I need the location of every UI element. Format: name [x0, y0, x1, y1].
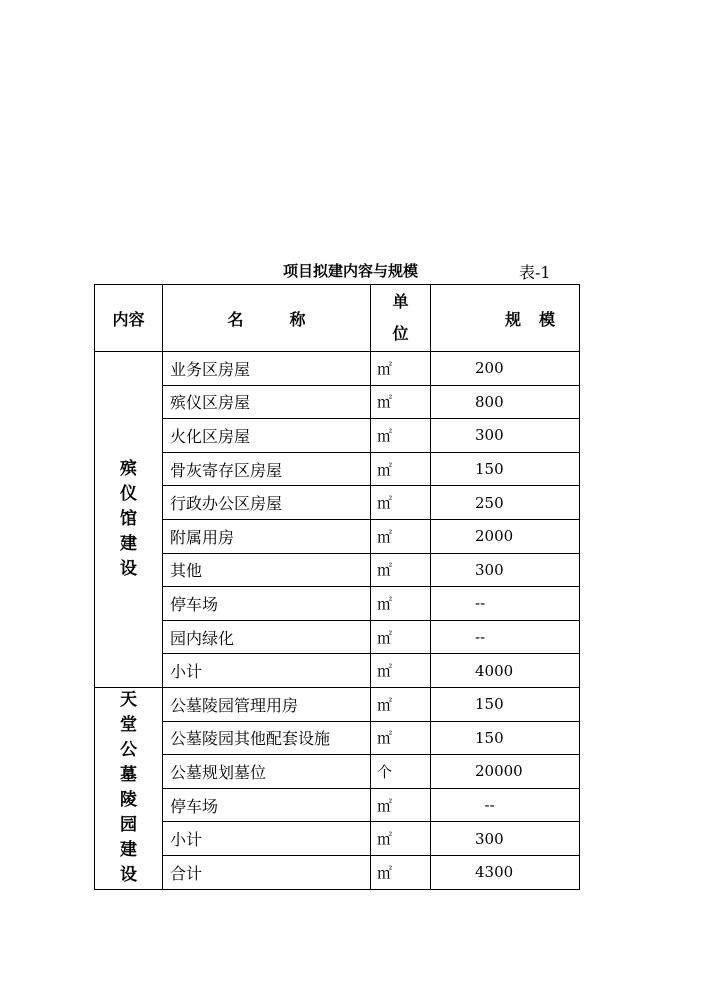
table-row — [95, 452, 580, 486]
header-scale-char-1: 规 — [505, 309, 522, 329]
header-scale-char-2: 模 — [539, 309, 556, 329]
group-label-char: 仪 — [120, 483, 137, 504]
item-scale: 300 — [431, 553, 580, 587]
group-label-char: 陵 — [120, 790, 137, 811]
item-unit: ㎡ — [371, 587, 431, 621]
project-scale-table — [94, 284, 580, 890]
item-unit: ㎡ — [371, 352, 431, 386]
item-scale: 4300 — [431, 855, 580, 889]
table-body — [95, 352, 580, 890]
item-scale: -- — [431, 587, 580, 621]
table-row — [95, 587, 580, 621]
item-unit: ㎡ — [371, 654, 431, 688]
header-unit-char-1: 单 — [392, 292, 409, 311]
table-row — [95, 519, 580, 553]
group-label-char: 天 — [120, 690, 137, 711]
item-name: 行政办公区房屋 — [163, 486, 371, 520]
group-label-char: 墓 — [120, 765, 137, 786]
item-unit: ㎡ — [371, 419, 431, 453]
group-label-char: 设 — [120, 558, 137, 579]
item-name: 合计 — [163, 855, 371, 889]
table-row — [95, 822, 580, 856]
item-unit: ㎡ — [371, 822, 431, 856]
header-name — [163, 285, 371, 352]
item-scale: 800 — [431, 385, 580, 419]
item-name: 小计 — [163, 654, 371, 688]
item-unit: ㎡ — [371, 486, 431, 520]
item-unit: ㎡ — [371, 855, 431, 889]
item-scale: 20000 — [431, 755, 580, 789]
table-row — [95, 553, 580, 587]
table-row — [95, 385, 580, 419]
item-name: 业务区房屋 — [163, 352, 371, 386]
table-row — [95, 755, 580, 789]
item-name: 小计 — [163, 822, 371, 856]
item-scale: 300 — [431, 419, 580, 453]
table-row — [95, 352, 580, 386]
item-scale: -- — [431, 620, 580, 654]
header-row — [95, 285, 580, 352]
item-name: 公墓陵园其他配套设施 — [163, 721, 371, 755]
group-label-char: 设 — [120, 865, 137, 886]
group-label-char: 公 — [120, 740, 137, 761]
item-scale: 250 — [431, 486, 580, 520]
item-name: 殡仪区房屋 — [163, 385, 371, 419]
table-row — [95, 486, 580, 520]
group-label-char: 园 — [120, 815, 137, 836]
item-name: 停车场 — [163, 788, 371, 822]
item-name: 园内绿化 — [163, 620, 371, 654]
item-scale: 150 — [431, 452, 580, 486]
table-row — [95, 855, 580, 889]
table-row — [95, 620, 580, 654]
header-unit — [371, 285, 431, 352]
item-unit: ㎡ — [371, 788, 431, 822]
item-scale: -- — [431, 788, 580, 822]
header-name-char-2: 称 — [289, 309, 306, 329]
header-name-char-1: 名 — [227, 309, 244, 329]
item-name: 其他 — [163, 553, 371, 587]
group-label-char: 殡 — [120, 458, 137, 479]
group-label-char: 馆 — [120, 508, 137, 529]
header-content: 内容 — [95, 285, 163, 352]
item-unit: ㎡ — [371, 721, 431, 755]
item-scale: 150 — [431, 721, 580, 755]
table-row — [95, 721, 580, 755]
item-unit: ㎡ — [371, 553, 431, 587]
item-scale: 2000 — [431, 519, 580, 553]
group-label-char: 建 — [120, 840, 137, 861]
table-row — [95, 687, 580, 721]
header-scale — [431, 285, 580, 352]
item-unit: 个 — [371, 755, 431, 789]
item-unit: ㎡ — [371, 519, 431, 553]
item-scale: 200 — [431, 352, 580, 386]
group-label-char: 堂 — [120, 715, 137, 736]
group-label-1 — [95, 352, 163, 688]
item-name: 公墓规划墓位 — [163, 755, 371, 789]
item-unit: ㎡ — [371, 620, 431, 654]
table-row — [95, 419, 580, 453]
table-title: 项目拟建内容与规模 — [283, 262, 419, 280]
item-name: 附属用房 — [163, 519, 371, 553]
item-scale: 4000 — [431, 654, 580, 688]
header-unit-char-2: 位 — [392, 324, 409, 343]
item-name: 骨灰寄存区房屋 — [163, 452, 371, 486]
item-scale: 150 — [431, 687, 580, 721]
table-number: 表-1 — [519, 263, 551, 282]
item-unit: ㎡ — [371, 385, 431, 419]
item-name: 停车场 — [163, 587, 371, 621]
table-caption — [95, 258, 579, 282]
item-scale: 300 — [431, 822, 580, 856]
item-name: 公墓陵园管理用房 — [163, 687, 371, 721]
item-unit: ㎡ — [371, 452, 431, 486]
item-name: 火化区房屋 — [163, 419, 371, 453]
item-unit: ㎡ — [371, 687, 431, 721]
group-label-char: 建 — [120, 533, 137, 554]
table-row — [95, 788, 580, 822]
group-label-2 — [95, 687, 163, 889]
table-row — [95, 654, 580, 688]
